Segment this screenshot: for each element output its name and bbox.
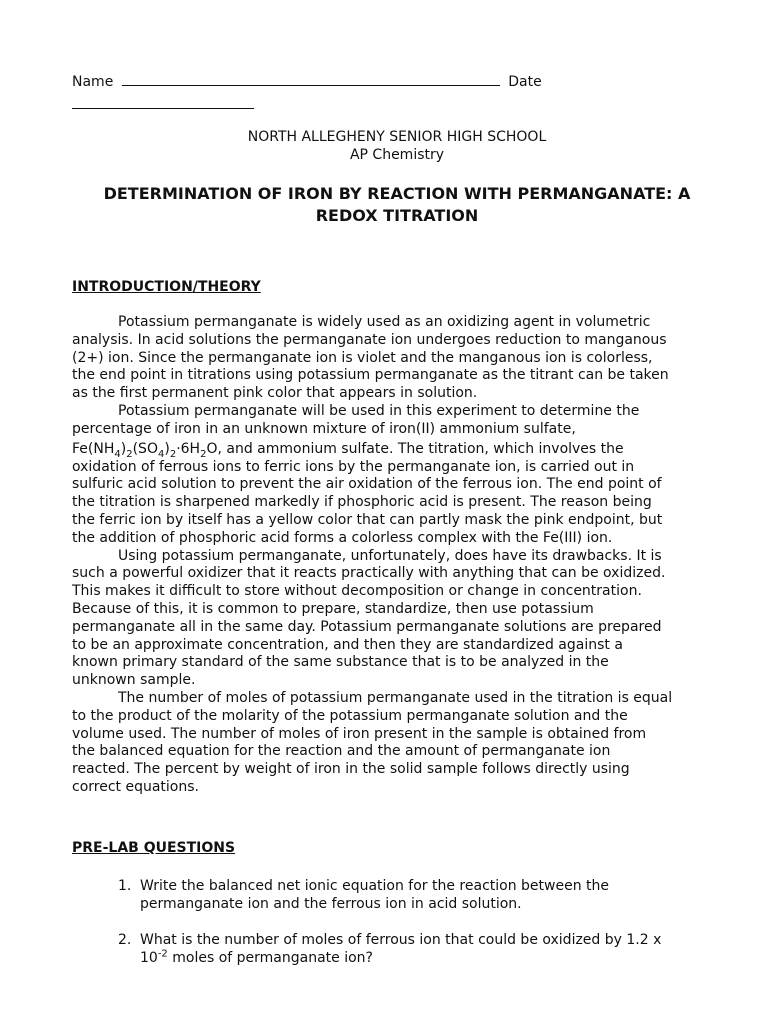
intro-line: permanganate all in the same day. Potassium permanganate solutions are prepared [72,618,662,635]
formula-part: (SO [132,440,158,457]
formula-part: ) [164,440,170,457]
question-line [140,949,740,967]
name-label: Name [72,74,114,90]
intro-body [72,314,722,797]
formula-sub: 4 [157,448,165,460]
date-blank[interactable] [72,108,254,109]
intro-line: oxidation of ferrous ions to ferric ions by the permanganate ion, is carried out in [72,458,635,475]
intro-line: The number of moles of potassium permanganate used in the titration is equal [118,689,673,706]
intro-line: known primary standard of the same substance that is to be analyzed in the [72,654,609,671]
question-1 [118,877,740,913]
formula-line [72,439,722,459]
intro-line: volume used. The number of moles of iron present in the sample is obtained from [72,725,647,742]
title-line-1: DETERMINATION OF IRON BY REACTION WITH PERMANGANATE: A [103,184,691,203]
intro-line: such a powerful oxidizer that it reacts practically with anything that can be oxidized. [72,565,666,582]
name-blank[interactable] [122,85,500,86]
name-date-row [72,74,732,90]
formula-sub: 4 [114,448,121,460]
formula-part: Fe(NH [72,440,115,457]
intro-line: reacted. The percent by weight of iron in the solid sample follows directly using [72,761,630,778]
question-line: Write the balanced net ionic equation for the reaction between the [140,878,609,894]
intro-line: to the product of the molarity of the potassium permanganate solution and the [72,707,628,724]
formula-part: ·6H [176,440,201,457]
question-number: 2. [118,932,132,948]
intro-line: sulfuric acid solution to prevent the air oxidation of the ferrous ion. The end point of [72,476,662,493]
intro-line: the ferric ion by itself has a yellow color that can partly mask the pink endpoint, but [72,511,663,528]
intro-line: to be an approximate concentration, and then they are standardized against a [72,636,623,653]
formula-sub: 2 [126,448,133,460]
question-sup: -2 [157,948,168,960]
question-line: permanganate ion and the ferrous ion in acid solution. [140,896,522,912]
intro-line: Potassium permanganate is widely used as an oxidizing agent in volumetric [118,314,651,330]
intro-line: correct equations. [72,778,199,795]
intro-line: (2+) ion. Since the permanganate ion is violet and the manganous ion is colorless, [72,349,653,366]
prelab-heading: PRE-LAB QUESTIONS [72,840,236,856]
intro-line: Using potassium permanganate, unfortunately, does have its drawbacks. It is [118,547,662,564]
question-2 [118,931,740,967]
question-part: moles of permanganate ion? [167,950,373,966]
intro-line: This makes it difficult to store without decomposition or change in concentration. [72,583,642,600]
school-name: NORTH ALLEGHENY SENIOR HIGH SCHOOL [247,129,547,145]
intro-line: the balanced equation for the reaction and the amount of permanganate ion [72,743,611,760]
question-part: 10 [140,950,158,966]
intro-line: Because of this, it is common to prepare, standardize, then use potassium [72,600,594,617]
formula-sub: 2 [200,448,207,460]
question-line: What is the number of moles of ferrous ion that could be oxidized by 1.2 x [140,932,662,948]
course-name: AP Chemistry [349,147,445,163]
intro-line: the end point in titrations using potassium permanganate as the titrant can be taken [72,367,669,384]
intro-line: percentage of iron in an unknown mixture of iron(II) ammonium sulfate, [72,420,576,437]
formula-sub: 2 [169,448,177,460]
intro-line: as the first permanent pink color that appears in solution. [72,385,478,402]
formula-part: ) [120,440,127,457]
intro-line: Potassium permanganate will be used in this experiment to determine the [118,402,640,419]
question-number: 1. [118,878,132,894]
formula-part: O, and ammonium sulfate. The titration, which involves the [206,440,624,457]
intro-line: unknown sample. [72,672,196,689]
title-line-2: REDOX TITRATION [315,206,479,225]
intro-line: the titration is sharpened markedly if phosphoric acid is present. The reason being [72,494,652,511]
intro-line: the addition of phosphoric acid forms a colorless complex with the Fe(III) ion. [72,529,613,546]
date-label: Date [508,74,542,90]
page-title [40,183,754,227]
intro-heading: INTRODUCTION/THEORY [72,279,261,295]
intro-line: analysis. In acid solutions the permanganate ion undergoes reduction to manganous [72,331,667,348]
